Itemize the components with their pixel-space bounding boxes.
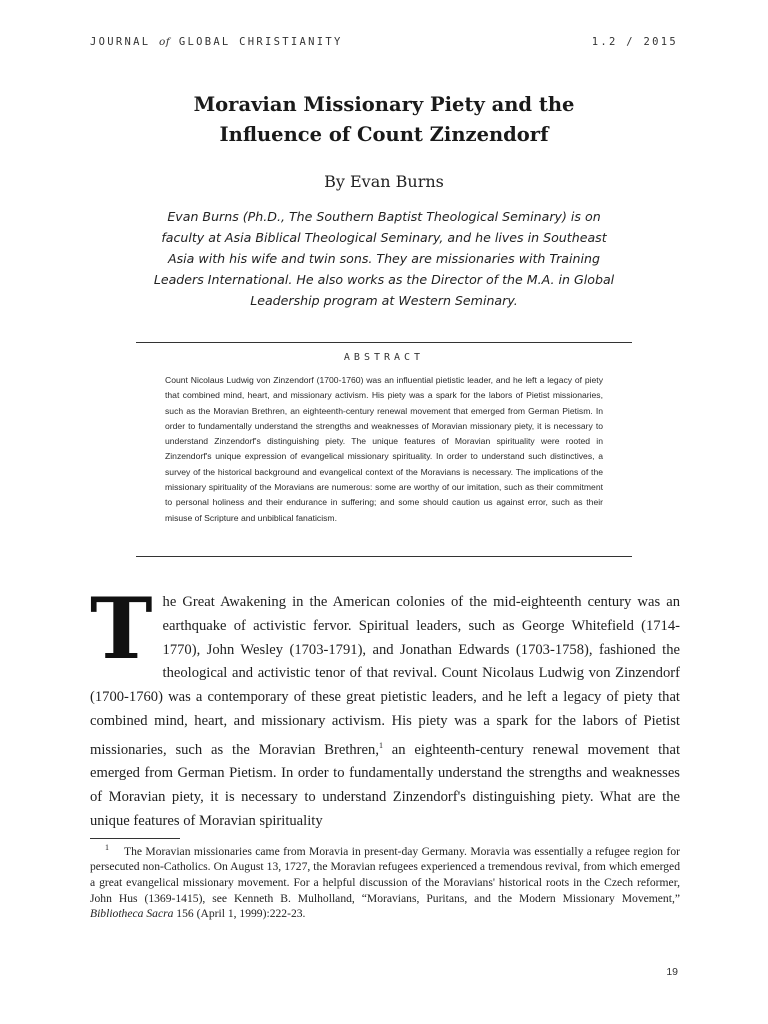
footnote-reference[interactable]: 1 <box>378 740 383 750</box>
article-title-line-1: Moravian Missionary Piety and the <box>193 93 575 116</box>
author-bio: Evan Burns (Ph.D., The Southern Baptist Theological Seminary) is on faculty at Asia Biblical Theological Seminary, and he lives in Southeast Asia with his wife and twin sons. They are missionaries with Training Leaders International. He also works as the Director of the M.A. in Global Leadership program at Western Seminary. <box>153 209 615 308</box>
article-title-line-2: Influence of Count Zinzendorf <box>219 123 549 146</box>
body-paragraph <box>90 579 680 834</box>
abstract-heading: ABSTRACT <box>343 352 425 363</box>
abstract-text: Count Nicolaus Ludwig von Zinzendorf (1700-1760) was an influential pietistic leader, and he left a legacy of piety that combined mind, heart, and missionary activism. His piety was a spark for the labors of Pietist missionaries, such as the Moravian Brethren, an eighteenth-century renewal movement that emerged from German Pietism. In order to fundamentally understand the strengths and weaknesses of Moravian missionary piety, it is necessary to understand Zinzendorf's distinguishing piety. The unique features of Moravian spirituality were rooted in Zinzendorf's unique expression of evangelical missionary spirituality. In order to understand such distinctives, a survey of the historical background and evangelical context of the Moravians is necessary. The implications of the missionary spirituality of the Moravians are numerous: some are worthy of our imitation, such as their commitment to personal holiness and their endurance in suffering; and some should caution us against error, such as their misuse of Scripture and unbiblical fanaticism. <box>165 375 603 523</box>
article-title <box>0 90 768 150</box>
abstract-top-rule <box>136 342 632 343</box>
body-text-part-2: an eighteenth-century renewal movement that emerged from German Pietism. In order to fundamentally understand the strengths and weaknesses of Moravian piety, it is necessary to understand Zinzendorf's distinguishing piety. What are the unique features of Moravian spirituality <box>90 741 680 830</box>
body-text-part-1: he Great Awakening in the American colonies of the mid-eighteenth century was an earthquake of activistic fervor. Spiritual leaders, such as George Whitefield (1714-1770), John Wesley (1703-1791), and Jonathan Edwards (1703-1758), fashioned the theological and activistic tenor of that revival. Count Nicolaus Ludwig von Zinzendorf (1700-1760) was a contemporary of these great pietistic leaders, and he left a legacy of piety that combined mind, heart, and missionary activism. His piety was a spark for the labors of Pietist missionaries, such as the Moravian Brethren, <box>90 594 680 758</box>
issue-label: 1.2 / 2015 <box>591 36 678 48</box>
page-number: 19 <box>666 966 678 978</box>
drop-cap: T <box>90 579 153 678</box>
footnote <box>90 840 680 922</box>
footnote-text-part-2: 156 (April 1, 1999):222-23. <box>173 907 306 921</box>
byline: By Evan Burns <box>324 172 444 191</box>
footnote-mark: 1 <box>105 843 109 852</box>
running-head <box>90 36 678 48</box>
abstract-bottom-rule <box>136 556 632 557</box>
footnote-rule <box>90 838 180 839</box>
footnote-journal-title: Bibliotheca Sacra <box>90 907 174 921</box>
journal-name: JOURNAL of GLOBAL CHRISTIANITY <box>90 36 343 48</box>
footnote-text-part-1: The Moravian missionaries came from Moravia in present-day Germany. Moravia was essentially a refugee region for persecuted non-Catholics. On August 13, 1727, the Moravian refugees experienced a tremendous revival, from which emerged a great evangelical missionary movement. For a helpful discussion of the Moravians' historical roots in the Czech reformer, John Hus (1369-1415), see Kenneth B. Mulholland, “Moravians, Puritans, and the Modern Missionary Movement,” <box>90 844 680 905</box>
